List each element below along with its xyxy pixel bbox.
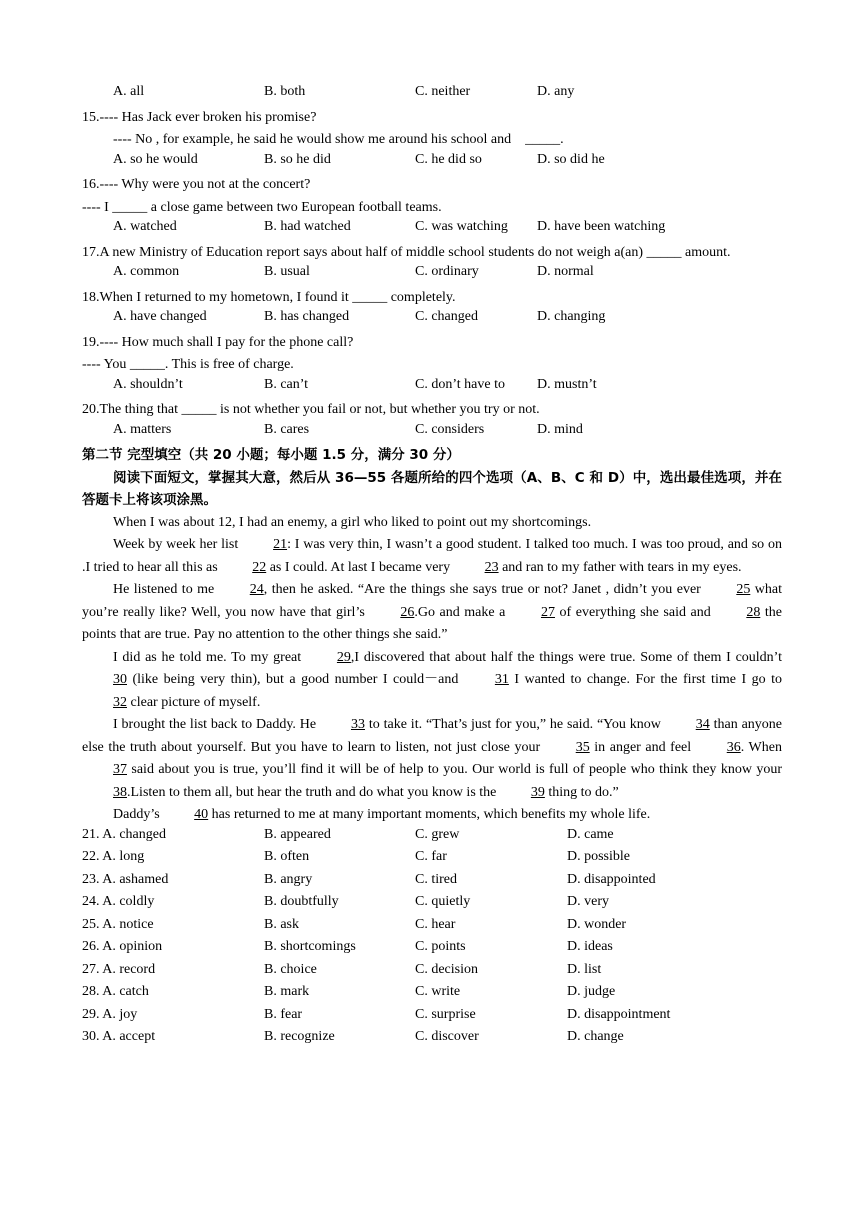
option-d: D. very [567,894,609,909]
cloze-option-row [82,917,782,940]
option-d: D. any [537,84,575,99]
option-c: C. hear [415,916,456,932]
option-a: A. shouldn’t [113,376,183,392]
cloze-option-row [82,849,782,872]
option-b: B. angry [264,871,313,887]
passage-text: what you’re really like? Well, you now have that girl’s [82,582,782,620]
question-19-stem: 19.---- How much shall I pay for the phone call? [82,334,354,350]
option-a: 30. A. accept [82,1029,156,1044]
passage-text: has returned to me at many important moments, which benefits my whole life. [208,807,651,822]
options-row-17 [82,264,782,287]
option-c: C. surprise [415,1006,476,1022]
question-15-dialog: ---- No , for example, he said he would show me around his school and _____. [113,132,564,147]
option-c: C. points [415,939,466,954]
section-title: 第二节 完型填空（共 20 小题；每小题 1.5 分，满分 30 分） [82,447,460,463]
option-d: D. normal [537,264,594,279]
option-d: D. changing [537,309,606,324]
option-b: B. recognize [264,1029,335,1044]
passage-text: as I could. At last I became very [266,559,454,575]
passage-paragraph-5 [82,714,782,804]
blank-31: 31 [494,672,509,687]
option-a: 29. A. joy [82,1006,138,1022]
passage-text: He listened to me [113,582,219,597]
blank-30: 30 [113,672,127,687]
options-row-15 [82,152,782,175]
option-d: D. list [567,961,602,977]
blank-40: 40 [194,807,209,822]
cloze-option-row [82,894,782,917]
option-b: B. can’t [264,376,309,392]
cloze-option-row [82,984,782,1007]
question-19-dialog: ---- You _____. This is free of charge. [82,357,294,372]
option-b: B. often [264,849,310,864]
option-c: C. grew [415,826,460,842]
option-b: B. has changed [264,309,350,324]
passage-text: thing to do.” [544,784,619,800]
blank-32: 32 [113,694,127,710]
blank-28: 28 [746,604,761,620]
option-b: B. cares [264,421,310,437]
option-b: B. had watched [264,219,351,234]
options-row-14 [82,84,782,107]
question-17-stem: 17.A new Ministry of Education report says about half of middle school students do not weigh a(an) _____ amount. [82,244,731,260]
question-15-stem: 15.---- Has Jack ever broken his promise? [82,109,317,125]
passage-text: I did as he told me. To my great [113,649,306,665]
passage-paragraph-2 [82,534,782,579]
blank-29: 29 [336,649,351,665]
blank-25: 25 [736,582,751,597]
passage-text: : I was very thin, I wasn’t a good student. I talked too much. I was too proud, and so on .I tried to hear all this as [82,537,782,575]
options-row-18 [82,309,782,332]
option-c: C. tired [415,871,457,887]
blank-21: 21 [273,537,288,552]
question-20-stem: 20.The thing that _____ is not whether you fail or not, but whether you try or not. [82,402,540,417]
option-c: C. write [415,984,461,999]
passage-text: Daddy’s [113,807,164,822]
option-b: B. both [264,84,306,99]
option-a: A. common [113,264,180,279]
option-a: A. watched [113,219,177,234]
blank-24: 24 [249,582,264,597]
option-a: 21. A. changed [82,826,166,842]
option-b: B. appeared [264,826,331,842]
passage-text: the points that are true. Pay no attention to the other things she said.” [82,604,782,642]
passage-paragraph-6 [82,804,782,827]
cloze-option-row [82,962,782,985]
option-c: C. far [415,849,447,864]
blank-38: 38 [113,784,127,800]
cloze-option-row [82,1029,782,1052]
option-c: C. neither [415,84,471,99]
option-a: 24. A. coldly [82,894,155,909]
passage-text: than anyone else the truth about yourself. But you have to learn to listen, not just close your [82,717,782,755]
passage-text: clear picture of myself. [127,694,261,710]
option-a: A. have changed [113,309,207,324]
passage-text: I wanted to change. For the first time I go to [508,672,782,687]
option-d: D. disappointed [567,871,656,887]
option-a: 27. A. record [82,961,156,977]
option-c: C. was watching [415,219,508,234]
passage-text: .Listen to them all, but hear the truth and do what you know is the [127,784,500,800]
option-c: C. decision [415,961,478,977]
option-a: A. so he would [113,151,198,167]
option-c: C. ordinary [415,264,479,279]
option-d: D. disappointment [567,1006,671,1022]
option-d: D. change [567,1029,624,1044]
passage-paragraph-3 [82,579,782,647]
blank-39: 39 [530,784,545,800]
passage-text: to take it. “That’s just for you,” he said. “You know [364,717,665,732]
option-c: C. discover [415,1029,479,1044]
passage-text: (like being very thin), but a good number I could－and [127,672,464,687]
cloze-option-row [82,872,782,895]
option-a: A. all [113,84,145,99]
option-a: 23. A. ashamed [82,871,169,887]
blank-22: 22 [252,559,267,575]
blank-33: 33 [350,717,365,732]
passage-text: .Go and make a [414,604,510,620]
passage-text: said about you is true, you’ll find it will be of help to you. Our world is full of people who think they know your [127,762,782,777]
passage-text: ,I discovered that about half the things were true. Some of them I couldn’t [350,649,782,665]
options-row-20 [82,422,782,445]
options-row-16 [82,219,782,242]
option-c: C. changed [415,309,478,324]
section-instruction: 阅读下面短文，掌握其大意，然后从 36—55 各题所给的四个选项（A、B、C 和 D）中，选出最佳选项，并在答题卡上将该项涂黑。 [82,469,782,508]
passage-text: I brought the list back to Daddy. He [113,717,320,732]
passage-text: Week by week her list [113,537,243,552]
question-18-stem: 18.When I returned to my hometown, I found it _____ completely. [82,289,456,305]
option-c: C. quietly [415,894,471,909]
blank-37: 37 [113,762,127,777]
option-b: B. ask [264,916,299,932]
cloze-options [82,827,782,1052]
exam-page [82,84,782,1052]
cloze-option-row [82,827,782,850]
option-c: C. considers [415,421,485,437]
option-b: B. doubtfully [264,894,339,909]
options-row-19 [82,377,782,400]
passage-text: . When [740,739,782,755]
passage-paragraph-1: When I was about 12, I had an enemy, a girl who liked to point out my shortcomings. [113,514,592,530]
passage-text: , then he asked. “Are the things she says true or not? Janet , didn’t you ever [263,582,706,597]
blank-35: 35 [575,739,590,755]
option-a: 28. A. catch [82,984,149,999]
option-c: C. he did so [415,151,482,167]
passage-text: in anger and feel [589,739,696,755]
blank-26: 26 [400,604,415,620]
passage-text: of everything she said and [554,604,716,620]
cloze-option-row [82,1007,782,1030]
option-a: 26. A. opinion [82,939,163,954]
question-16-dialog: ---- I _____ a close game between two European football teams. [82,199,442,215]
option-d: D. have been watching [537,219,666,234]
option-d: D. mind [537,421,583,437]
option-d: D. mustn’t [537,376,597,392]
option-b: B. mark [264,984,310,999]
blank-36: 36 [726,739,741,755]
passage-paragraph-4 [82,647,782,715]
option-b: B. usual [264,264,310,279]
option-a: 25. A. notice [82,916,154,932]
option-d: D. so did he [537,151,605,167]
option-b: B. shortcomings [264,939,356,954]
blank-23: 23 [484,559,499,575]
option-d: D. wonder [567,916,627,932]
option-d: D. came [567,826,614,842]
option-b: B. fear [264,1006,303,1022]
blank-27: 27 [540,604,555,620]
option-d: D. ideas [567,939,613,954]
passage-text: and ran to my father with tears in my eyes. [498,559,742,575]
option-b: B. choice [264,961,317,977]
blank-34: 34 [695,717,710,732]
option-a: A. matters [113,421,172,437]
option-d: D. judge [567,984,616,999]
question-16-stem: 16.---- Why were you not at the concert? [82,177,311,192]
cloze-option-row [82,939,782,962]
option-d: D. possible [567,849,630,864]
option-b: B. so he did [264,151,331,167]
option-c: C. don’t have to [415,376,505,392]
option-a: 22. A. long [82,849,145,864]
